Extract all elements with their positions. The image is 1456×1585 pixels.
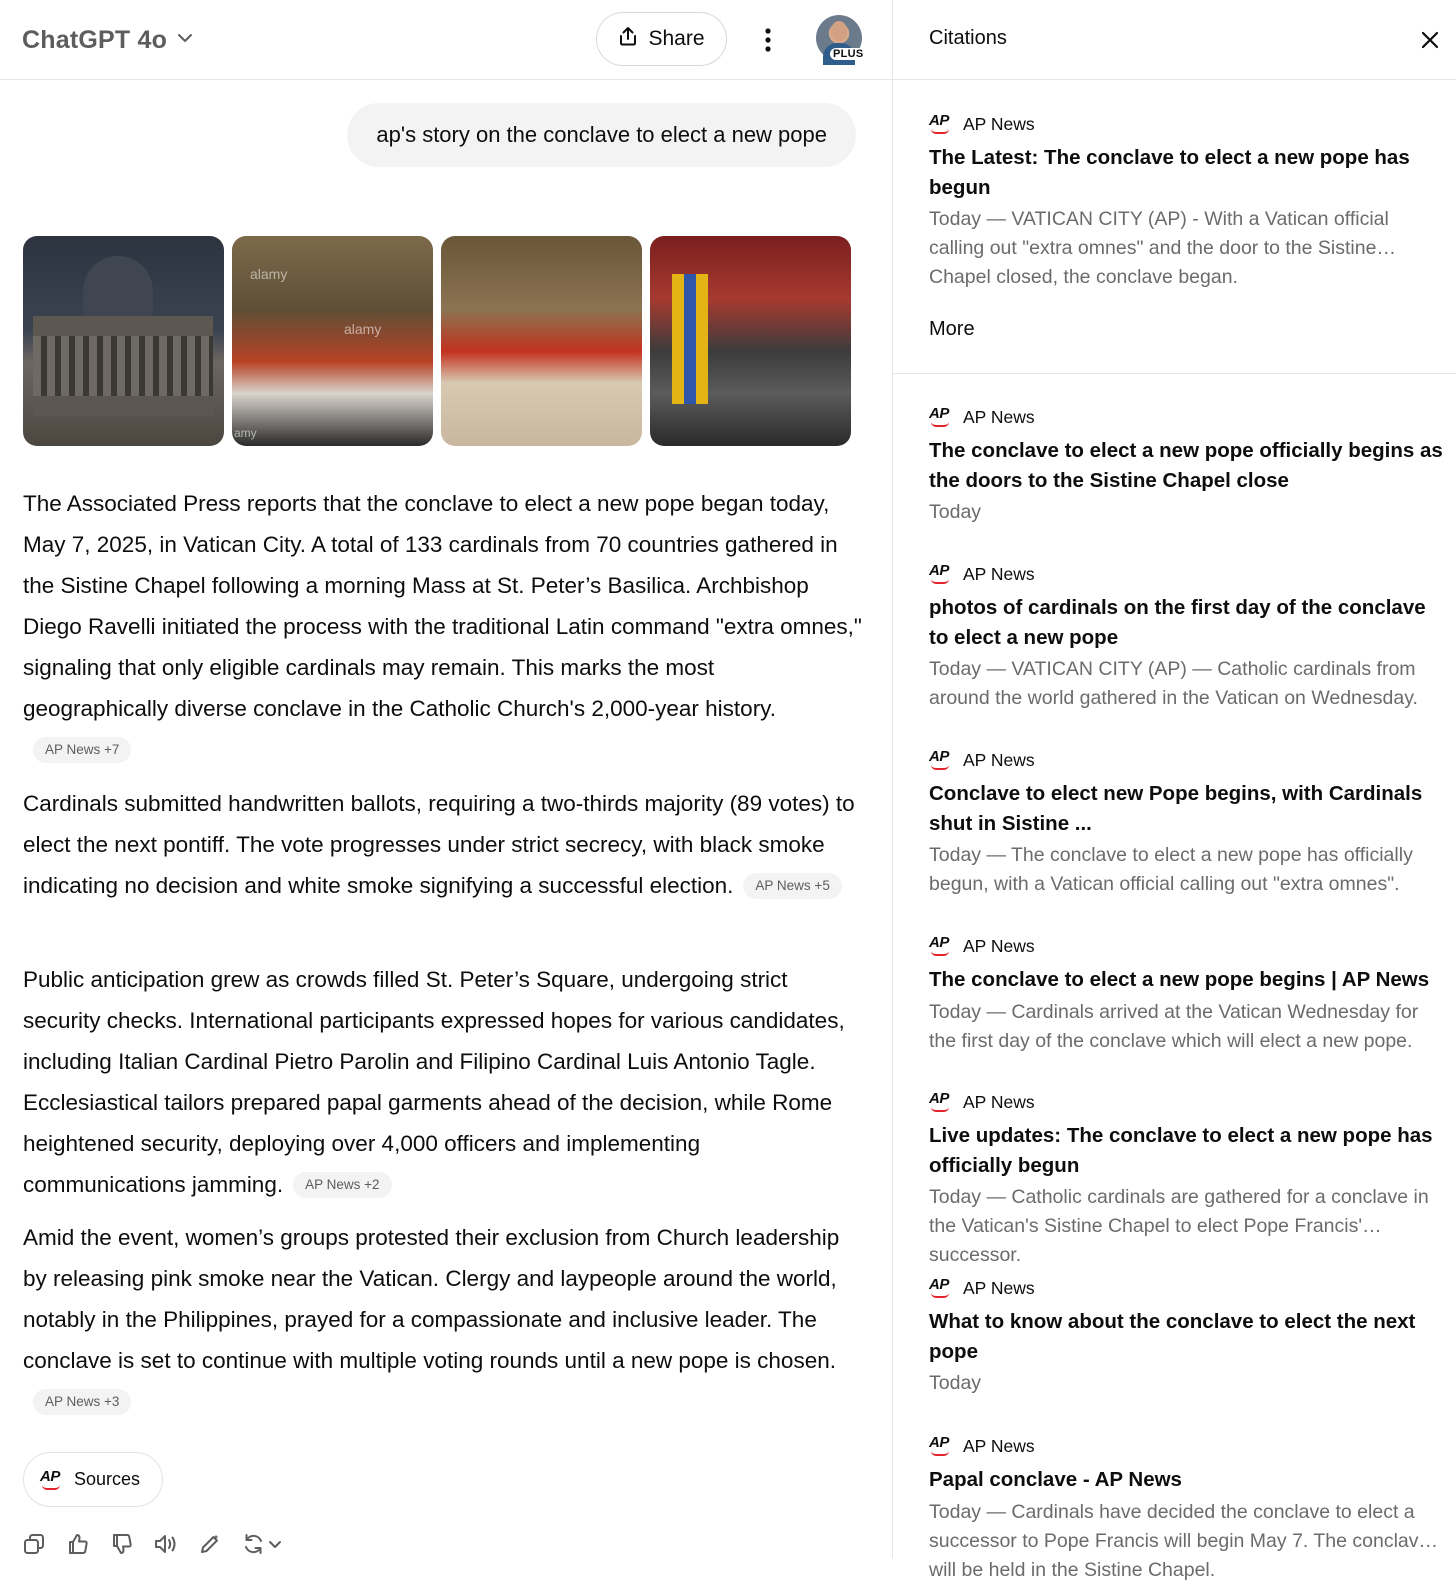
citation-snippet: Today (929, 501, 982, 523)
chevron-down-icon (175, 28, 195, 53)
sources-label: Sources (74, 1469, 141, 1489)
chat-header (0, 0, 892, 80)
share-icon (618, 25, 638, 53)
citation-source (929, 747, 1443, 773)
citation-snippet: Today — Cardinals have decided the conclave to elect a successor to Pope Francis will begin May 7. The conclave will be held in the Sistine Chapel. (929, 1500, 1430, 1581)
citation-chip[interactable]: AP News +2 (293, 1172, 391, 1198)
edit-icon[interactable] (198, 1531, 222, 1557)
source-name: AP News (963, 1091, 1035, 1112)
citation-title[interactable]: The Latest: The conclave to elect a new pope has begun (929, 146, 1410, 199)
response-paragraph (23, 483, 865, 770)
citation-item[interactable] (929, 1089, 1443, 1266)
source-name: AP News (963, 406, 1035, 427)
read-aloud-icon[interactable] (154, 1531, 178, 1557)
citation-title[interactable]: Live updates: The conclave to elect a new pope has officially begun (929, 1124, 1433, 1177)
watermark-text: alamy (344, 321, 382, 337)
citation-chip[interactable]: AP News +7 (33, 737, 131, 763)
citation-source (929, 1275, 1443, 1301)
source-name: AP News (963, 113, 1035, 134)
citation-item[interactable] (929, 404, 1443, 527)
citation-source (929, 561, 1443, 587)
more-vertical-icon[interactable] (752, 20, 784, 60)
share-label: Share (648, 27, 705, 50)
watermark-text: alamy (250, 266, 288, 282)
response-paragraph (23, 783, 865, 906)
citation-item[interactable] (929, 561, 1443, 713)
citation-source (929, 111, 1443, 137)
citations-title: Citations (929, 27, 1007, 49)
image-st-peters-basilica[interactable] (23, 236, 224, 446)
citation-chip[interactable]: AP News +5 (743, 873, 841, 899)
thumbs-down-icon[interactable] (110, 1531, 134, 1557)
ap-logo: AP (929, 1436, 951, 1456)
citation-title[interactable]: photos of cardinals on the first day of the conclave to elect a new pope (929, 596, 1426, 649)
source-name: AP News (963, 1435, 1035, 1456)
ap-logo: AP (929, 936, 951, 956)
citation-snippet: Today — Cardinals arrived at the Vatican Wednesday for the first day of the conclave which will elect a new pope. (929, 1000, 1419, 1052)
model-switcher[interactable] (22, 22, 195, 58)
citation-title[interactable]: The conclave to elect a new pope officially begins as the doors to the Sistine Chapel close (929, 439, 1443, 492)
source-name: AP News (963, 749, 1035, 770)
paragraph-text: Cardinals submitted handwritten ballots, requiring a two-thirds majority (89 votes) to elect the next pontiff. The vote progresses under strict secrecy, with black smoke indicating no decision and white smoke signifying a successful election. (23, 791, 855, 898)
citation-title[interactable]: What to know about the conclave to elect the next pope (929, 1310, 1416, 1363)
citation-item[interactable] (929, 1433, 1443, 1581)
citations-header (893, 0, 1456, 80)
thumbs-up-icon[interactable] (66, 1531, 90, 1557)
ap-logo: AP (929, 564, 951, 584)
response-paragraph (23, 959, 865, 1205)
more-section-label: More (929, 318, 975, 340)
citation-source (929, 404, 1443, 430)
citations-panel (893, 0, 1456, 1581)
share-button[interactable] (596, 12, 727, 66)
paragraph-text: Public anticipation grew as crowds filled St. Peter’s Square, undergoing strict security checks. International participants expressed hopes for various candidates, including Italian Cardinal Pietro Parolin and Filipino Cardinal Luis Antonio Tagle. Ecclesiastical tailors prepared papal garments ahead of the decision, while Rome heightened security, deploying over 4,000 officers and implementing communications jamming. (23, 967, 845, 1197)
ap-logo: AP (929, 750, 951, 770)
ap-logo: AP (40, 1470, 62, 1490)
source-name: AP News (963, 935, 1035, 956)
ap-logo: AP (929, 114, 951, 134)
citation-item[interactable] (929, 747, 1443, 899)
model-name: ChatGPT 4o (22, 25, 168, 54)
citation-snippet: Today (929, 1372, 982, 1394)
watermark-text: amy (234, 426, 257, 440)
section-divider (893, 373, 1456, 374)
citation-title[interactable]: Papal conclave - AP News (929, 1468, 1182, 1491)
source-name: AP News (963, 1277, 1035, 1298)
image-swiss-guard[interactable] (650, 236, 851, 446)
ap-logo: AP (929, 1278, 951, 1298)
citation-title[interactable]: Conclave to elect new Pope begins, with Cardinals shut in Sistine ... (929, 782, 1423, 835)
citation-source (929, 933, 1443, 959)
citation-snippet: Today — The conclave to elect a new pope has officially begun, with a Vatican official calling out "extra omnes". (929, 844, 1413, 895)
ap-logo: AP (929, 407, 951, 427)
image-carousel (23, 236, 851, 446)
response-paragraph (23, 1217, 865, 1422)
plan-badge: PLUS (830, 48, 867, 60)
regenerate-icon[interactable] (242, 1531, 286, 1557)
citation-snippet: Today — VATICAN CITY (AP) — Catholic cardinals from around the world gathered in the Vatican on Wednesday. (929, 658, 1418, 709)
message-actions (22, 1530, 286, 1558)
citation-item[interactable] (929, 111, 1443, 288)
close-icon[interactable] (1417, 27, 1443, 53)
user-message: ap's story on the conclave to elect a new pope (347, 103, 856, 167)
citation-source (929, 1089, 1443, 1115)
ap-logo: AP (929, 1092, 951, 1112)
paragraph-text: Amid the event, women’s groups protested their exclusion from Church leadership by releasing pink smoke near the Vatican. Clergy and laypeople around the world, notably in the Philippines, prayed for a compassionate and inclusive leader. The conclave is set to continue with multiple voting rounds until a new pope is chosen. (23, 1225, 840, 1373)
sources-button[interactable] (23, 1452, 163, 1507)
citation-snippet: Today — Catholic cardinals are gathered for a conclave in the Vatican's Sistine Chapel to elect Pope Francis' successor. (929, 1186, 1429, 1266)
paragraph-text: The Associated Press reports that the conclave to elect a new pope began today, May 7, 2025, in Vatican City. A total of 133 cardinals from 70 countries gathered in the Sistine Chapel following a morning Mass at St. Peter’s Basilica. Archbishop Diego Ravelli initiated the process with the traditional Latin command "extra omnes," signaling that only eligible cardinals may remain. This marks the most geographically diverse conclave in the Catholic Church's 2,000-year history. (23, 491, 862, 721)
citation-source (929, 1433, 1443, 1459)
image-cardinals-seated[interactable] (232, 236, 433, 446)
copy-icon[interactable] (22, 1531, 46, 1557)
citation-chip[interactable]: AP News +3 (33, 1389, 131, 1415)
citation-item[interactable] (929, 1275, 1443, 1398)
source-name: AP News (963, 563, 1035, 584)
citation-title[interactable]: The conclave to elect a new pope begins | AP News (929, 968, 1430, 991)
citation-item[interactable] (929, 933, 1443, 1056)
citation-snippet: Today — VATICAN CITY (AP) - With a Vatican official calling out "extra omnes" and the door to the Sistine Chapel closed, the conclave began. (929, 208, 1389, 288)
image-sistine-chapel[interactable] (441, 236, 642, 446)
